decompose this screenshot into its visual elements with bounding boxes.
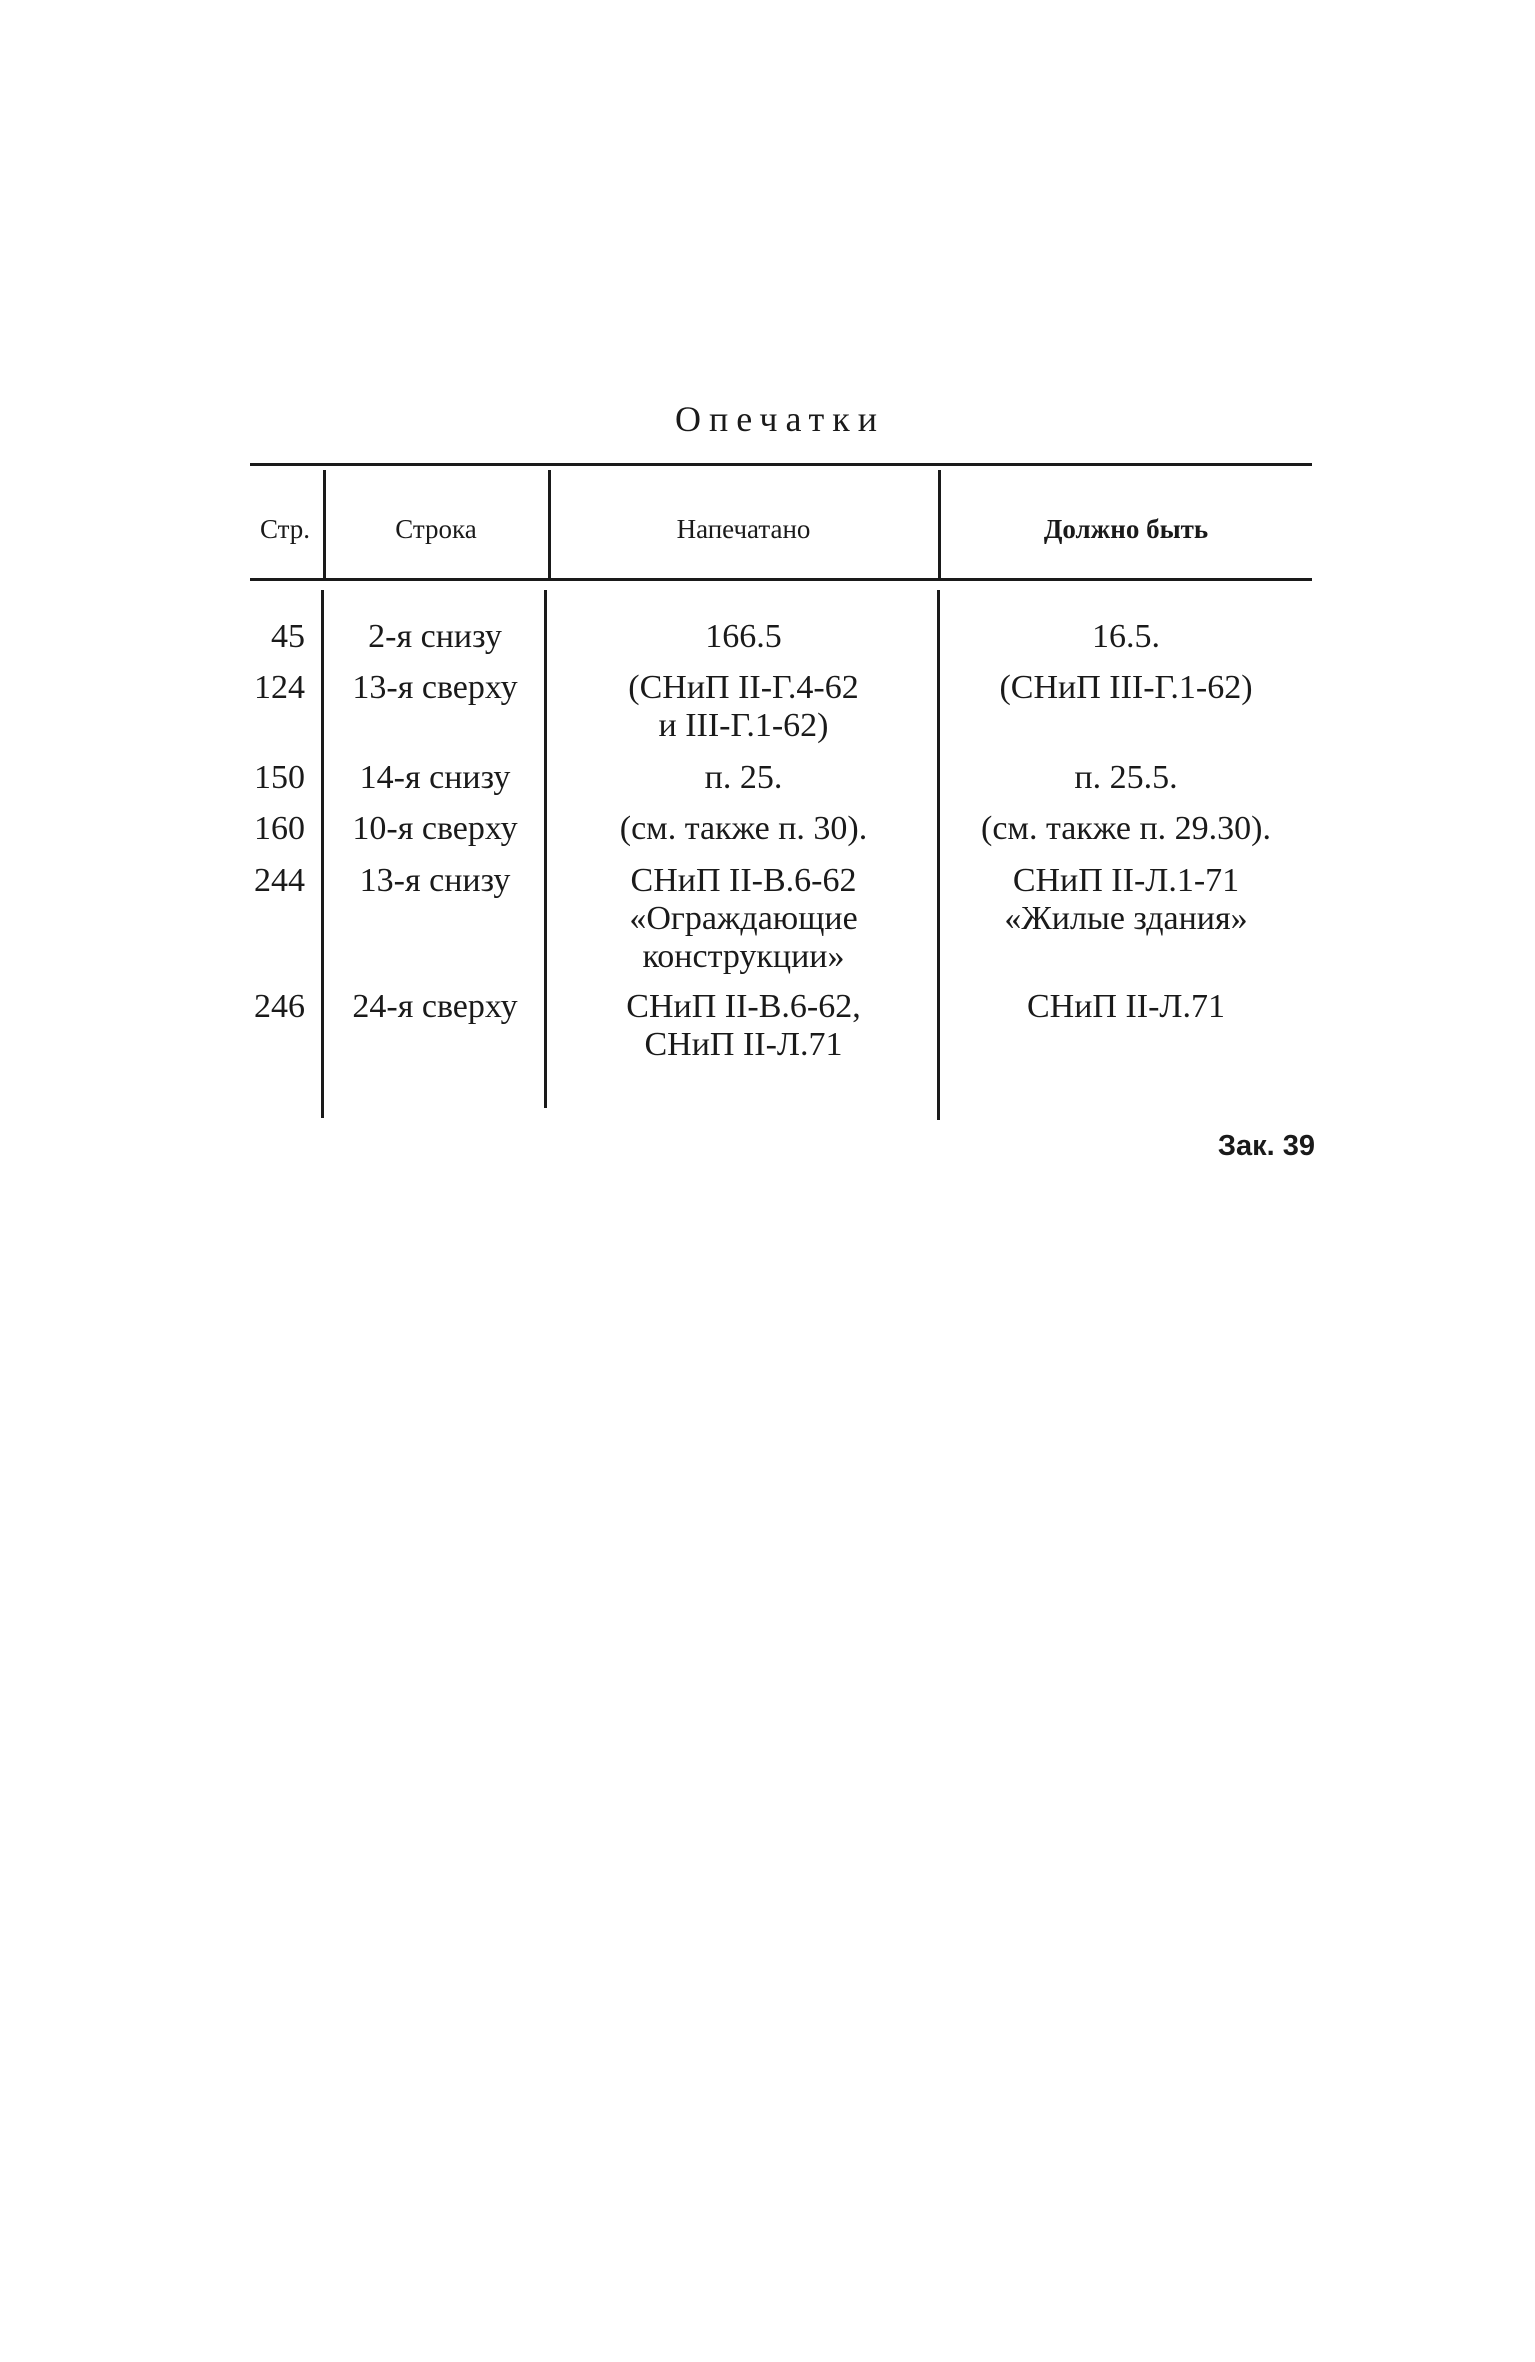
row-printed: 166.5 <box>705 618 782 655</box>
row-page: 160 <box>254 810 305 847</box>
column-divider <box>544 590 547 1108</box>
row-printed: СНиП II-В.6-62 «Ограждающие конструкции» <box>629 862 858 975</box>
header-printed: Напечатано <box>676 514 811 544</box>
row-correct: СНиП II-Л.1-71 «Жилые здания» <box>1004 862 1248 937</box>
header-correct: Должно быть <box>1043 514 1209 544</box>
row-line: 13-я снизу <box>359 862 511 899</box>
row-line: 24-я сверху <box>352 988 518 1025</box>
page-title: Опечатки <box>675 399 885 439</box>
column-divider <box>321 590 324 1118</box>
row-correct: 16.5. <box>1092 618 1160 655</box>
row-line: 10-я сверху <box>352 810 518 847</box>
row-page: 45 <box>271 618 305 655</box>
row-page: 246 <box>254 988 305 1025</box>
order-number: Зак. 39 <box>1217 1130 1315 1162</box>
row-line: 13-я сверху <box>352 669 518 706</box>
column-divider <box>937 590 940 1120</box>
row-line: 14-я снизу <box>359 759 511 796</box>
row-page: 124 <box>254 669 305 706</box>
header-page: Стр. <box>259 514 311 544</box>
header-line: Строка <box>395 514 477 544</box>
row-correct: СНиП II-Л.71 <box>1026 988 1225 1025</box>
row-page: 244 <box>254 862 305 899</box>
row-printed: п. 25. <box>704 759 783 796</box>
row-line: 2-я снизу <box>368 618 502 655</box>
row-printed: (СНиП II-Г.4-62 и III-Г.1-62) <box>628 669 859 744</box>
table-header-rule <box>250 578 1312 581</box>
row-page: 150 <box>254 759 305 796</box>
table-top-rule <box>250 463 1312 466</box>
row-correct: (СНиП III-Г.1-62) <box>999 669 1253 706</box>
row-printed: (см. также п. 30). <box>619 810 868 847</box>
row-printed: СНиП II-В.6-62, СНиП II-Л.71 <box>626 988 861 1063</box>
row-correct: (см. также п. 29.30). <box>981 810 1271 847</box>
row-correct: п. 25.5. <box>1074 759 1178 796</box>
